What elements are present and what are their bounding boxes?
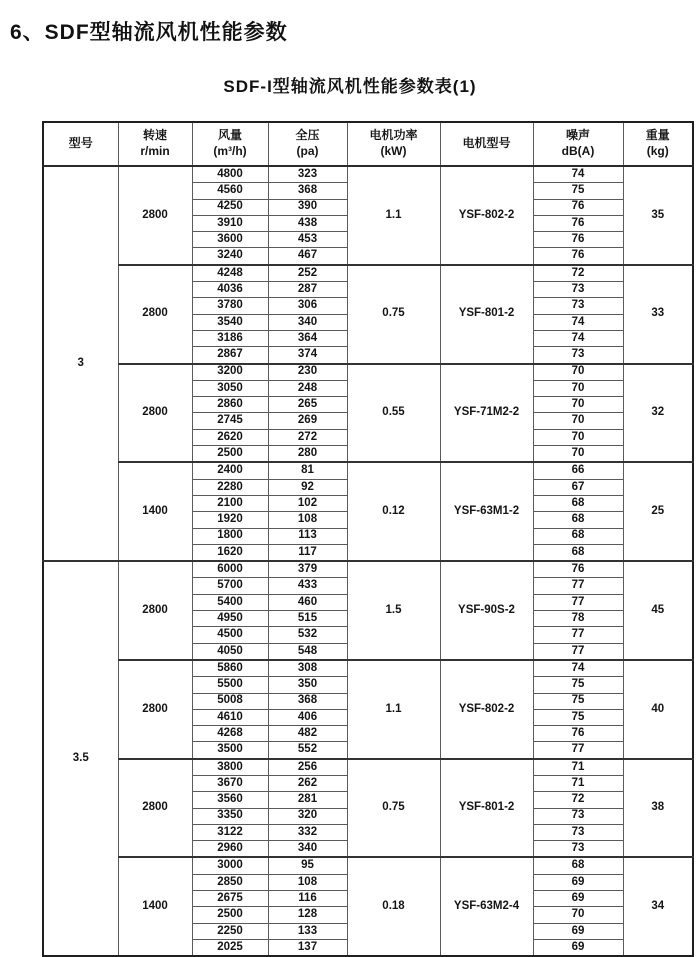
speed-cell: 2800: [118, 265, 192, 364]
table-header: [43, 122, 693, 166]
flow-cell: 2867: [192, 347, 268, 364]
pressure-cell: 92: [268, 479, 347, 495]
flow-cell: 2400: [192, 462, 268, 479]
flow-cell: 2250: [192, 923, 268, 939]
pressure-cell: 532: [268, 627, 347, 643]
flow-cell: 4610: [192, 709, 268, 725]
noise-cell: 77: [533, 594, 623, 610]
col-header-speed: 转速 r/min: [118, 122, 192, 166]
pressure-cell: 406: [268, 709, 347, 725]
weight-cell: 40: [623, 660, 693, 759]
flow-cell: 6000: [192, 561, 268, 578]
noise-cell: 70: [533, 380, 623, 396]
flow-cell: 4050: [192, 643, 268, 660]
noise-cell: 73: [533, 808, 623, 824]
noise-cell: 68: [533, 495, 623, 511]
noise-cell: 72: [533, 265, 623, 282]
pressure-cell: 262: [268, 775, 347, 791]
table-row: [43, 857, 693, 874]
pressure-cell: 116: [268, 891, 347, 907]
motor-cell: YSF-63M1-2: [440, 462, 533, 561]
table-row: [43, 660, 693, 677]
col-header-pressure: 全压 (pa): [268, 122, 347, 166]
flow-cell: 2025: [192, 939, 268, 956]
col-header-flow: 风量 (m³/h): [192, 122, 268, 166]
noise-cell: 74: [533, 166, 623, 183]
weight-cell: 32: [623, 364, 693, 463]
motor-cell: YSF-71M2-2: [440, 364, 533, 463]
flow-cell: 2745: [192, 413, 268, 429]
noise-cell: 74: [533, 660, 623, 677]
pressure-cell: 133: [268, 923, 347, 939]
noise-cell: 70: [533, 364, 623, 381]
pressure-cell: 137: [268, 939, 347, 956]
noise-cell: 77: [533, 578, 623, 594]
noise-cell: 69: [533, 923, 623, 939]
pressure-cell: 281: [268, 792, 347, 808]
noise-cell: 77: [533, 643, 623, 660]
fan-parameters-table: [42, 121, 694, 957]
flow-cell: 3050: [192, 380, 268, 396]
motor-cell: YSF-802-2: [440, 166, 533, 265]
pressure-cell: 308: [268, 660, 347, 677]
col-header-power: 电机功率 (kW): [347, 122, 440, 166]
flow-cell: 2100: [192, 495, 268, 511]
motor-cell: YSF-801-2: [440, 265, 533, 364]
pressure-cell: 108: [268, 512, 347, 528]
pressure-cell: 368: [268, 183, 347, 199]
pressure-cell: 113: [268, 528, 347, 544]
flow-cell: 3122: [192, 824, 268, 840]
noise-cell: 74: [533, 314, 623, 330]
table-row: [43, 759, 693, 776]
flow-cell: 2850: [192, 874, 268, 890]
table-title: SDF-I型轴流风机性能参数表(1): [223, 77, 477, 96]
flow-cell: 3780: [192, 298, 268, 314]
flow-cell: 5700: [192, 578, 268, 594]
weight-cell: 25: [623, 462, 693, 561]
noise-cell: 71: [533, 759, 623, 776]
motor-cell: YSF-802-2: [440, 660, 533, 759]
weight-cell: 45: [623, 561, 693, 660]
noise-cell: 71: [533, 775, 623, 791]
noise-cell: 68: [533, 528, 623, 544]
speed-cell: 1400: [118, 857, 192, 956]
flow-cell: 2280: [192, 479, 268, 495]
pressure-cell: 379: [268, 561, 347, 578]
flow-cell: 1620: [192, 544, 268, 561]
pressure-cell: 515: [268, 611, 347, 627]
pressure-cell: 323: [268, 166, 347, 183]
flow-cell: 3350: [192, 808, 268, 824]
power-cell: 1.1: [347, 166, 440, 265]
flow-cell: 5500: [192, 677, 268, 693]
speed-cell: 2800: [118, 561, 192, 660]
flow-cell: 3500: [192, 742, 268, 759]
flow-cell: 2960: [192, 841, 268, 858]
flow-cell: 3240: [192, 248, 268, 265]
pressure-cell: 265: [268, 397, 347, 413]
flow-cell: 2500: [192, 907, 268, 923]
table-row: [43, 166, 693, 183]
weight-cell: 34: [623, 857, 693, 956]
flow-cell: 4500: [192, 627, 268, 643]
pressure-cell: 438: [268, 215, 347, 231]
noise-cell: 67: [533, 479, 623, 495]
flow-cell: 5008: [192, 693, 268, 709]
pressure-cell: 340: [268, 314, 347, 330]
flow-cell: 4268: [192, 726, 268, 742]
noise-cell: 70: [533, 397, 623, 413]
page-title: 6、SDF型轴流风机性能参数: [10, 21, 288, 44]
pressure-cell: 248: [268, 380, 347, 396]
flow-cell: 4250: [192, 199, 268, 215]
weight-cell: 38: [623, 759, 693, 858]
noise-cell: 73: [533, 282, 623, 298]
pressure-cell: 453: [268, 232, 347, 248]
pressure-cell: 552: [268, 742, 347, 759]
table-row: [43, 364, 693, 381]
pressure-cell: 548: [268, 643, 347, 660]
motor-cell: YSF-801-2: [440, 759, 533, 858]
motor-cell: YSF-63M2-4: [440, 857, 533, 956]
power-cell: 0.75: [347, 759, 440, 858]
flow-cell: 3600: [192, 232, 268, 248]
pressure-cell: 433: [268, 578, 347, 594]
model-cell: 3: [43, 166, 118, 561]
table-body: [43, 166, 693, 956]
noise-cell: 73: [533, 347, 623, 364]
pressure-cell: 256: [268, 759, 347, 776]
speed-cell: 1400: [118, 462, 192, 561]
flow-cell: 2500: [192, 446, 268, 463]
flow-cell: 5860: [192, 660, 268, 677]
noise-cell: 68: [533, 857, 623, 874]
flow-cell: 5400: [192, 594, 268, 610]
noise-cell: 70: [533, 429, 623, 445]
col-header-motor: 电机型号: [440, 122, 533, 166]
noise-cell: 76: [533, 232, 623, 248]
noise-cell: 76: [533, 248, 623, 265]
flow-cell: 1920: [192, 512, 268, 528]
power-cell: 0.12: [347, 462, 440, 561]
speed-cell: 2800: [118, 364, 192, 463]
flow-cell: 3000: [192, 857, 268, 874]
weight-cell: 35: [623, 166, 693, 265]
noise-cell: 75: [533, 677, 623, 693]
pressure-cell: 252: [268, 265, 347, 282]
pressure-cell: 482: [268, 726, 347, 742]
noise-cell: 77: [533, 742, 623, 759]
power-cell: 1.1: [347, 660, 440, 759]
noise-cell: 77: [533, 627, 623, 643]
noise-cell: 72: [533, 792, 623, 808]
model-cell: 3.5: [43, 561, 118, 956]
pressure-cell: 81: [268, 462, 347, 479]
weight-cell: 33: [623, 265, 693, 364]
pressure-cell: 230: [268, 364, 347, 381]
noise-cell: 68: [533, 512, 623, 528]
pressure-cell: 467: [268, 248, 347, 265]
flow-cell: 2620: [192, 429, 268, 445]
pressure-cell: 95: [268, 857, 347, 874]
noise-cell: 76: [533, 199, 623, 215]
header-row: [43, 122, 693, 166]
flow-cell: 3670: [192, 775, 268, 791]
flow-cell: 4950: [192, 611, 268, 627]
speed-cell: 2800: [118, 166, 192, 265]
flow-cell: 4036: [192, 282, 268, 298]
pressure-cell: 350: [268, 677, 347, 693]
pressure-cell: 364: [268, 330, 347, 346]
noise-cell: 75: [533, 709, 623, 725]
flow-cell: 3910: [192, 215, 268, 231]
noise-cell: 69: [533, 891, 623, 907]
table-row: [43, 462, 693, 479]
noise-cell: 73: [533, 841, 623, 858]
flow-cell: 1800: [192, 528, 268, 544]
pressure-cell: 460: [268, 594, 347, 610]
flow-cell: 4560: [192, 183, 268, 199]
pressure-cell: 340: [268, 841, 347, 858]
pressure-cell: 269: [268, 413, 347, 429]
noise-cell: 76: [533, 726, 623, 742]
power-cell: 1.5: [347, 561, 440, 660]
pressure-cell: 320: [268, 808, 347, 824]
flow-cell: 3560: [192, 792, 268, 808]
noise-cell: 76: [533, 561, 623, 578]
noise-cell: 74: [533, 330, 623, 346]
noise-cell: 69: [533, 939, 623, 956]
pressure-cell: 128: [268, 907, 347, 923]
flow-cell: 3186: [192, 330, 268, 346]
flow-cell: 2675: [192, 891, 268, 907]
noise-cell: 70: [533, 446, 623, 463]
flow-cell: 4248: [192, 265, 268, 282]
power-cell: 0.55: [347, 364, 440, 463]
pressure-cell: 374: [268, 347, 347, 364]
table-row: [43, 561, 693, 578]
col-header-model: 型号: [43, 122, 118, 166]
noise-cell: 75: [533, 693, 623, 709]
noise-cell: 75: [533, 183, 623, 199]
pressure-cell: 287: [268, 282, 347, 298]
noise-cell: 68: [533, 544, 623, 561]
power-cell: 0.18: [347, 857, 440, 956]
speed-cell: 2800: [118, 660, 192, 759]
noise-cell: 70: [533, 413, 623, 429]
pressure-cell: 102: [268, 495, 347, 511]
noise-cell: 76: [533, 215, 623, 231]
pressure-cell: 272: [268, 429, 347, 445]
flow-cell: 3800: [192, 759, 268, 776]
noise-cell: 73: [533, 824, 623, 840]
pressure-cell: 306: [268, 298, 347, 314]
noise-cell: 73: [533, 298, 623, 314]
noise-cell: 69: [533, 874, 623, 890]
speed-cell: 2800: [118, 759, 192, 858]
noise-cell: 66: [533, 462, 623, 479]
pressure-cell: 368: [268, 693, 347, 709]
pressure-cell: 332: [268, 824, 347, 840]
col-header-noise: 噪声 dB(A): [533, 122, 623, 166]
table-row: [43, 265, 693, 282]
noise-cell: 70: [533, 907, 623, 923]
flow-cell: 4800: [192, 166, 268, 183]
power-cell: 0.75: [347, 265, 440, 364]
noise-cell: 78: [533, 611, 623, 627]
col-header-weight: 重量 (kg): [623, 122, 693, 166]
pressure-cell: 108: [268, 874, 347, 890]
pressure-cell: 280: [268, 446, 347, 463]
flow-cell: 3200: [192, 364, 268, 381]
flow-cell: 2860: [192, 397, 268, 413]
pressure-cell: 117: [268, 544, 347, 561]
flow-cell: 3540: [192, 314, 268, 330]
motor-cell: YSF-90S-2: [440, 561, 533, 660]
pressure-cell: 390: [268, 199, 347, 215]
